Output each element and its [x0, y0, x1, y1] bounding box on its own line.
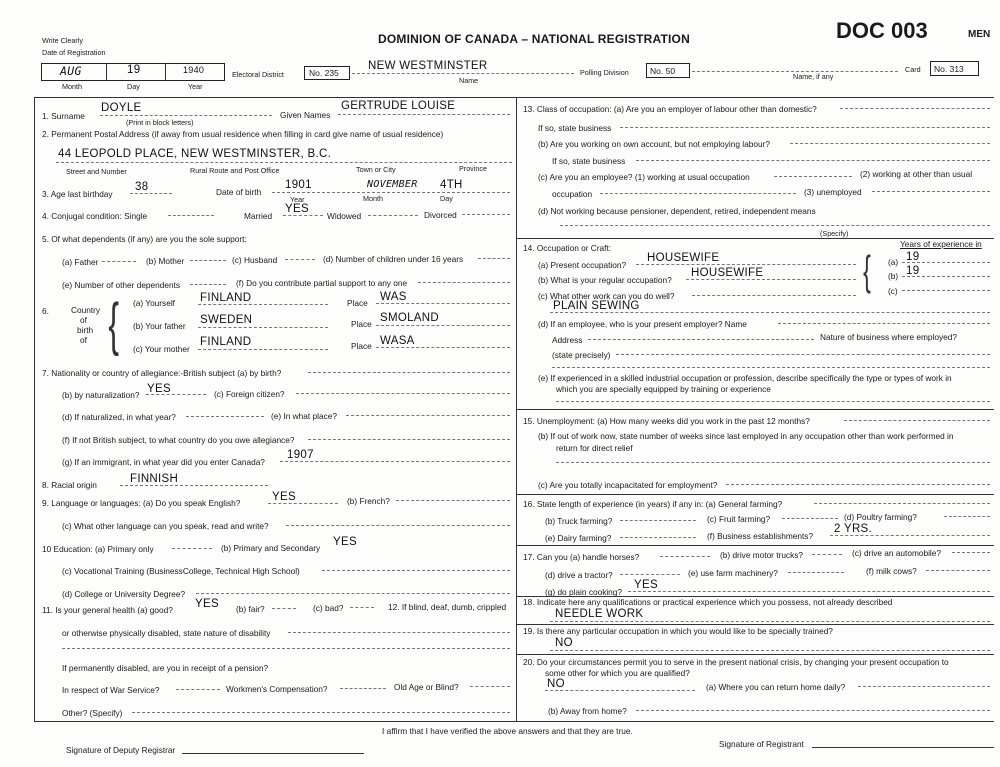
q11-fair: (b) fair?: [236, 604, 265, 614]
exp-b-label: (b): [888, 271, 899, 281]
q6-birth-label: birth: [77, 325, 94, 335]
q20-national-crisis: 20. Do your circumstances permit you to serve in the present national crisis, by changing your present occupation to: [523, 657, 949, 667]
q16-fruit-farming: (c) Fruit farming?: [707, 514, 771, 524]
q13-not-working: (d) Not working because pensioner, dependent, retired, independent means: [538, 206, 816, 216]
widowed-label: Widowed: [327, 211, 362, 221]
q10-education: 10 Education: (a) Primary only: [42, 544, 154, 554]
date-divider: [106, 63, 107, 80]
electoral-district-name: NEW WESTMINSTER: [368, 60, 488, 72]
polling-division-number: No. 50: [650, 66, 676, 76]
q16-poultry-farming: (d) Poultry farming?: [844, 512, 917, 522]
registration-day: 19: [127, 64, 141, 76]
address-value: 44 LEOPOLD PLACE, NEW WESTMINSTER, B.C.: [58, 148, 332, 160]
q15-unemployment: 15. Unemployment: (a) How many weeks did you work in the past 12 months?: [523, 416, 810, 426]
q17-milk-cows: (f) milk cows?: [866, 566, 917, 576]
card-label: Card: [905, 65, 921, 74]
place-label: Place: [347, 298, 368, 308]
q13-state-business-2: If so, state business: [552, 156, 626, 166]
q13-other-than-usual: (2) working at other than usual: [860, 169, 973, 179]
divorced-label: Divorced: [424, 210, 457, 220]
affirmation: I affirm that I have verified the above answers and that they are true.: [382, 726, 633, 736]
day-label: Day: [127, 82, 140, 91]
place-label: Place: [351, 341, 372, 351]
q12-old-age: Old Age or Blind?: [394, 682, 459, 692]
self-place-value: WAS: [380, 291, 407, 303]
national-crisis-value: NO: [547, 678, 565, 690]
name-label: Name: [459, 76, 479, 85]
deputy-registrar-signature-label: Signature of Deputy Registrar: [66, 745, 176, 755]
q14-present-occupation: (a) Present occupation?: [538, 260, 627, 270]
q17-handle-horses: 17. Can you (a) handle horses?: [523, 552, 640, 562]
q5-partial-support: (f) Do you contribute partial support to any one: [236, 278, 408, 288]
place-label: Place: [351, 319, 372, 329]
dob-month-value: NOVEMBER: [367, 179, 418, 190]
town-label: Town or City: [356, 165, 396, 174]
father-place-value: SMOLAND: [380, 312, 439, 324]
registrant-signature-line: [812, 747, 994, 748]
q12-disability: 12. If blind, deaf, dumb, crippled: [388, 602, 507, 612]
q19-training: 19. Is there any particular occupation in which you would like to be specially trained?: [523, 626, 833, 636]
registration-month: AUG: [60, 64, 82, 78]
q7-allegiance: (f) If not British subject, to what country do you owe allegiance?: [62, 435, 295, 445]
q14-occupation-craft: 14. Occupation or Craft:: [523, 243, 612, 253]
experience-brace: {: [863, 247, 871, 294]
q10-vocational: (c) Vocational Training (BusinessCollege, Technical High School): [62, 566, 300, 576]
q12-nature: or otherwise physically disabled, state nature of disability: [62, 628, 271, 638]
month-label: Month: [62, 82, 82, 91]
plain-cooking-value: YES: [634, 579, 658, 591]
business-experience-value: 2 YRS.: [834, 523, 873, 535]
given-names-value: GERTRUDE LOUISE: [341, 100, 456, 112]
speak-english-value: YES: [272, 491, 296, 503]
health-good-value: YES: [195, 598, 219, 610]
q5-other-dependents: (e) Number of other dependents: [62, 280, 181, 290]
immigrant-year-value: 1907: [287, 449, 314, 461]
card-number: No. 313: [934, 64, 964, 74]
q12-workmens-comp: Workmen's Compensation?: [226, 684, 328, 694]
q12-pension: If permanently disabled, are you in receipt of a pension?: [62, 663, 269, 673]
regular-occupation-value: HOUSEWIFE: [691, 267, 764, 279]
q17-automobile: (c) drive an automobile?: [852, 548, 942, 558]
frame-top: [34, 97, 994, 98]
q13-unemployed: (3) unemployed: [804, 187, 862, 197]
q7-nationality: 7. Nationality or country of allegiance:-British subject (a) by birth?: [42, 368, 282, 378]
province-label: Province: [459, 164, 487, 173]
q9-languages: 9. Language or languages: (a) Do you speak English?: [42, 498, 241, 508]
q11-bad: (c) bad?: [313, 603, 344, 613]
q6-of-label-2: of: [80, 335, 87, 345]
q7-naturalization: (b) by naturalization?: [62, 390, 140, 400]
q15-out-of-work: (b) If out of work now, state number of weeks since last employed in any occupation other than work performed in: [538, 431, 954, 441]
deputy-signature-line: [182, 753, 364, 754]
q9-other-language: (c) What other language can you speak, read and write?: [62, 521, 269, 531]
married-value: YES: [285, 203, 309, 215]
mother-country-value: FINLAND: [200, 336, 252, 348]
year-label: Year: [188, 82, 203, 91]
exp-a-label: (a): [888, 257, 899, 267]
q18-qualifications: 18. Indicate here any qualifications or practical experience which you possess, not already described: [523, 597, 893, 607]
frame-left: [34, 97, 35, 721]
name-if-any-label: Name, if any: [793, 72, 834, 81]
electoral-district-number: No. 235: [309, 68, 339, 78]
exp-b-value: 19: [906, 265, 920, 277]
q15-incapacitated: (c) Are you totally incapacitated for employment?: [538, 480, 718, 490]
q7-what-place: (e) In what place?: [271, 411, 337, 421]
q7-immigrant-year: (g) If an immigrant, in what year did you enter Canada?: [62, 457, 265, 467]
q1-surname-label: 1. Surname: [42, 111, 85, 121]
form-title: DOMINION OF CANADA – NATIONAL REGISTRATION: [378, 32, 690, 46]
q13-state-business: If so, state business: [538, 123, 612, 133]
q20-return-home: (a) Where you can return home daily?: [706, 682, 846, 692]
q6-father: (b) Your father: [133, 321, 186, 331]
dob-year-label: Year: [290, 195, 305, 204]
racial-origin-value: FINNISH: [130, 473, 179, 485]
present-occupation-value: HOUSEWIFE: [647, 252, 720, 264]
q16-truck-farming: (b) Truck farming?: [545, 516, 613, 526]
registration-year: 1940: [183, 65, 205, 75]
registrant-signature-label: Signature of Registrant: [719, 739, 804, 749]
date-of-registration-label: Date of Registration: [42, 48, 106, 57]
q16-business: (f) Business establishments?: [707, 531, 814, 541]
rural-route-label: Rural Route and Post Office: [190, 166, 280, 175]
electoral-district-label: Electoral District: [232, 70, 284, 79]
age-value: 38: [135, 181, 149, 193]
q6-brace: {: [108, 292, 120, 357]
qualifications-value: NEEDLE WORK: [555, 608, 644, 620]
q3-age-label: 3. Age last birthday: [42, 189, 113, 199]
q17-farm-machinery: (e) use farm machinery?: [688, 568, 778, 578]
self-country-value: FINLAND: [200, 292, 252, 304]
q17-tractor: (d) drive a tractor?: [545, 570, 613, 580]
q14-employer: (d) If an employee, who is your present employer? Name: [538, 319, 747, 329]
q6-yourself: (a) Yourself: [133, 298, 175, 308]
q6-mother: (c) Your mother: [133, 344, 190, 354]
q16-experience: 16. State length of experience (in years) if any in: (a) General farming?: [523, 499, 783, 509]
naturalization-value: YES: [147, 383, 171, 395]
q11-health: 11. Is your general health (a) good?: [42, 605, 173, 615]
q6-of-label: of: [80, 315, 87, 325]
mother-place-value: WASA: [380, 335, 415, 347]
q13-class-occupation: 13. Class of occupation: (a) Are you an employer of labour other than domestic?: [523, 104, 817, 114]
q12-other: Other? (Specify): [62, 708, 123, 718]
secondary-value: YES: [333, 536, 357, 548]
dob-day-value: 4TH: [440, 179, 463, 191]
dob-month-label: Month: [363, 194, 383, 203]
married-label: Married: [244, 211, 273, 221]
q5-children: (d) Number of children under 16 years: [323, 254, 464, 264]
q14-skilled-occupation: (e) If experienced in a skilled industrial occupation or profession, describe specifically the type or types of work in: [538, 373, 952, 383]
q14-nature-business: Nature of business where employed?: [820, 332, 957, 342]
exp-a-value: 19: [906, 251, 920, 263]
q17-plain-cooking: (g) do plain cooking?: [545, 587, 623, 597]
corner-label: MEN: [968, 29, 991, 40]
q17-motor-trucks: (b) drive motor trucks?: [720, 550, 803, 560]
dob-year-value: 1901: [285, 179, 312, 191]
polling-division-label: Polling Division: [580, 68, 629, 77]
q5-father: (a) Father: [62, 257, 99, 267]
other-work-value: PLAIN SEWING: [553, 300, 640, 312]
date-divider: [165, 63, 166, 80]
exp-c-label: (c): [888, 286, 898, 296]
q14-state-precisely: (state precisely): [552, 350, 611, 360]
q13-own-account: (b) Are you working on own account, but not employing labour?: [538, 139, 770, 149]
q10-college: (d) College or University Degree?: [62, 589, 186, 599]
q6-country-label: Country: [71, 305, 101, 315]
q20-away-from-home: (b) Away from home?: [548, 706, 627, 716]
q4-conjugal-label: 4. Conjugal condition: Single: [42, 211, 148, 221]
q14-address: Address: [552, 335, 583, 345]
years-experience-header: Years of experience in: [900, 239, 982, 249]
q5-dependents-label: 5. Of what dependents (if any) are you the sole support:: [42, 234, 247, 244]
q5-mother: (b) Mother: [146, 256, 185, 266]
date-of-birth-label: Date of birth: [216, 187, 262, 197]
q16-dairy-farming: (e) Dairy farming?: [545, 533, 612, 543]
q12-war-service: In respect of War Service?: [62, 685, 160, 695]
training-value: NO: [555, 637, 573, 649]
q7-naturalized-year: (d) If naturalized, in what year?: [62, 412, 176, 422]
q20-qualified: some other for which you are qualified?: [545, 668, 690, 678]
street-label: Street and Number: [66, 167, 127, 176]
q5-husband: (c) Husband: [232, 255, 278, 265]
q9-french: (b) French?: [347, 496, 390, 506]
q10-secondary: (b) Primary and Secondary: [221, 543, 321, 553]
q15-direct-relief: return for direct relief: [556, 443, 633, 453]
q2-address-label: 2. Permanent Postal Address (if away from usual residence when filling in card give name of usual residence): [42, 129, 444, 139]
q13-occupation: occupation: [552, 189, 593, 199]
frame-bottom: [34, 721, 994, 722]
father-country-value: SWEDEN: [200, 314, 253, 326]
q13-specify: (Specify): [820, 229, 849, 238]
q14-other-work: (c) What other work can you do well?: [538, 291, 675, 301]
q14-specially-equipped: which you are specially equipped by training or experience: [556, 384, 771, 394]
q6-number: 6.: [42, 306, 49, 316]
document-id: DOC 003: [836, 18, 928, 43]
dob-day-label: Day: [440, 194, 453, 203]
q13-employee: (c) Are you an employee? (1) working at usual occupation: [538, 172, 750, 182]
q7-foreign-citizen: (c) Foreign citizen?: [214, 389, 285, 399]
q14-regular-occupation: (b) What is your regular occupation?: [538, 275, 672, 285]
surname-value: DOYLE: [101, 102, 142, 114]
print-block-note: (Print in block letters): [126, 118, 194, 127]
given-names-label: Given Names: [280, 110, 331, 120]
write-clearly-note: Write Clearly: [42, 36, 84, 45]
q8-racial-origin: 8. Racial origin: [42, 480, 97, 490]
